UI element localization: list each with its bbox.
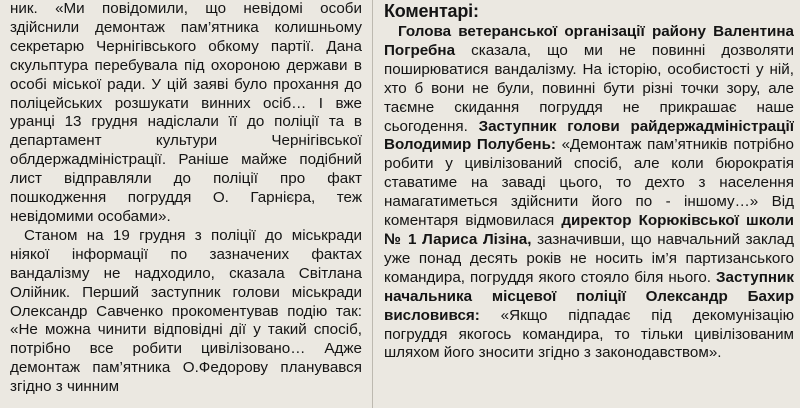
comment-bakhyr-text: «Якщо підпадає під декомунізацію погруддя якогось командира, то тільки цивілізованим шляхом його зносити згідно з законодавством». (384, 306, 794, 362)
comments-paragraph (384, 23, 794, 363)
left-column (10, 0, 362, 408)
comment-pogrebna-name: Голова ветеранської організації району Валентина Погребна (384, 23, 794, 59)
comment-lizina-text: зазначивши, що навчальний заклад уже понад десять років не носить ім’я партизанського командира, погруддя якого стояло біля нього. (384, 230, 794, 286)
comment-poluben-name: Заступник голови райдержадміністрації Володимир Полубень: (384, 117, 794, 154)
column-divider (372, 0, 373, 408)
comment-lizina-intro: Від коментаря відмовилася (384, 193, 794, 230)
comment-lizina-name: директор Корюківської школи № 1 Лариса Лізіна, (384, 212, 794, 248)
comment-pogrebna-text: сказала, що ми не повинні дозволяти поширюватися вандалізму. На історію, особистості у ній, хто б вони не були, повинні бути різні точки зору, але таємне скидання погруддя не прикрашає наше сьогодення. (384, 41, 794, 135)
paragraph-police-info: Станом на 19 грудня з поліції до міськради ніякої інформації по зазначених фактах вандалізму не надходило, сказала Світлана Олійник. Перший заступник голови міськради Олександр Савченко прокоментував подію так: «Не можна чинити відповідні дії у такий спосіб, потрібно все робити цивілізовано… Адже демонтаж пам’ятника О.Федорову планувався згідно з чинним (10, 226, 362, 396)
comments-heading: Коментарі: (384, 1, 479, 21)
right-column (384, 0, 794, 408)
comment-poluben-text: «Демонтаж пам’ятників потрібно робити у цивілізований спосіб, але коли бюрократія ставатиме на заваді цього, то дехто з населення намагатиметься здійснити його по - іншому…» (384, 136, 794, 211)
comment-bakhyr-name: Заступник начальника місцевої поліції Олександр Бахир висловився: (384, 268, 794, 324)
paragraph-quote-olijnyk: ник. «Ми повідомили, що невідомі особи здійснили демонтаж пам’ятника колишньому секретарю Чернігівського обкому партії. Дана скульптура перебувала під охороною держави в особі міської ради. У цій заяві було прохання до поліцейських розшукати винних осіб… І вже уранці 13 грудня надіслали її до поліції та в департамент культури Чернігівської облдержадміністрації. Раніше майже подібний лист відправляли до поліції про факт пошкодження погруддя О. Гарнієра, теж невідомими особами». (10, 0, 362, 225)
